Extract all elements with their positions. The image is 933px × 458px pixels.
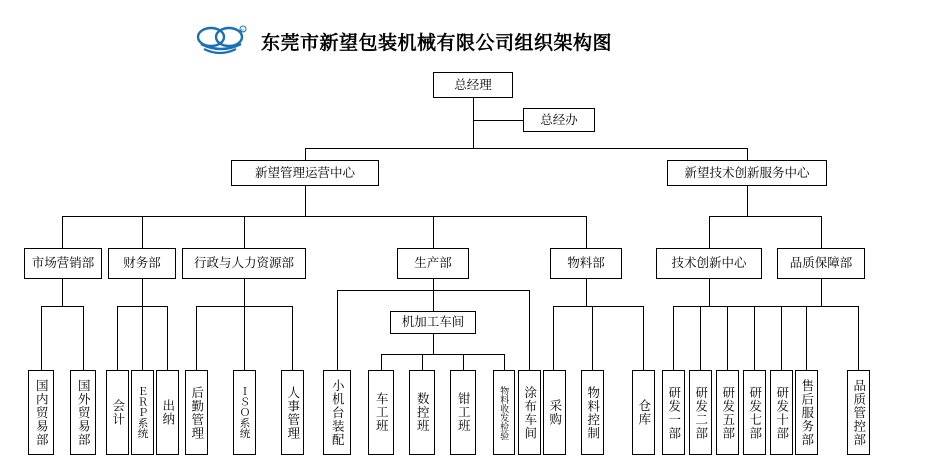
connector [244, 306, 245, 370]
connector [62, 216, 586, 217]
node-quality-assurance-dept[interactable]: 品质保障部 [777, 248, 865, 279]
connector [747, 186, 748, 216]
node-cashier[interactable]: 出纳 [156, 370, 179, 455]
connector [167, 306, 168, 370]
node-rd-dept-10[interactable]: 研发十部 [770, 370, 793, 455]
node-rd-dept-1[interactable]: 研发一部 [662, 370, 685, 455]
connector [473, 120, 523, 121]
connector [41, 306, 83, 307]
node-finance-dept[interactable]: 财务部 [108, 248, 176, 279]
node-rd-dept-5[interactable]: 研发五部 [716, 370, 739, 455]
connector [62, 279, 63, 306]
connector [529, 290, 530, 370]
connector [83, 306, 84, 370]
connector [504, 354, 505, 370]
node-erp-system[interactable]: ＥＲＰ系统 [131, 370, 154, 455]
connector [473, 120, 474, 148]
node-after-sales-service-dept[interactable]: 售后服务部 [795, 370, 818, 455]
connector [553, 306, 643, 307]
connector [305, 186, 306, 216]
node-rd-dept-2[interactable]: 研发二部 [689, 370, 712, 455]
connector [586, 216, 587, 248]
connector [673, 306, 819, 307]
connector [754, 306, 755, 370]
connector [41, 306, 42, 370]
connector [422, 354, 423, 370]
connector [643, 306, 644, 370]
connector [781, 306, 782, 370]
node-material-control[interactable]: 物料控制 [581, 370, 604, 455]
connector [117, 306, 118, 370]
connector [673, 306, 674, 370]
connector [806, 306, 858, 307]
node-fitter-team[interactable]: 钳工班 [450, 370, 476, 455]
connector [337, 290, 338, 370]
node-accounting[interactable]: 会计 [106, 370, 129, 455]
connector [62, 216, 63, 248]
connector [433, 216, 434, 248]
node-cnc-team[interactable]: 数控班 [409, 370, 435, 455]
connector [821, 216, 822, 248]
connector [381, 354, 504, 355]
node-warehouse[interactable]: 仓库 [632, 370, 655, 455]
node-logistics-management[interactable]: 后勤管理 [185, 370, 208, 455]
node-painting-workshop[interactable]: 涂布车间 [518, 370, 541, 455]
connector [473, 98, 474, 120]
connector [196, 306, 197, 370]
company-logo-icon [195, 24, 247, 58]
node-domestic-trade-dept[interactable]: 国内贸易部 [28, 370, 54, 455]
connector [433, 279, 434, 311]
connector [806, 306, 807, 370]
page-title: 东莞市新望包装机械有限公司组织架构图 [261, 32, 613, 54]
connector [305, 148, 747, 149]
connector [858, 306, 859, 370]
connector [381, 354, 382, 370]
connector [709, 216, 821, 217]
node-material-receipt-inspection[interactable]: 物料收发检验 [493, 370, 515, 455]
node-marketing-dept[interactable]: 市场营销部 [24, 248, 102, 279]
node-general-manager[interactable]: 总经理 [433, 72, 513, 98]
node-tech-innovation-center[interactable]: 技术创新中心 [656, 248, 762, 279]
node-rd-dept-7[interactable]: 研发七部 [743, 370, 766, 455]
connector [821, 279, 822, 306]
connector [433, 334, 434, 354]
node-production-dept[interactable]: 生产部 [397, 248, 469, 279]
node-turning-team[interactable]: 车工班 [368, 370, 394, 455]
connector [244, 216, 245, 248]
node-hr-admin-dept[interactable]: 行政与人力资源部 [182, 248, 306, 279]
chart-header [195, 24, 612, 58]
svg-text:R: R [241, 27, 244, 33]
node-material-dept[interactable]: 物料部 [550, 248, 622, 279]
connector [709, 216, 710, 248]
connector [592, 306, 593, 370]
connector [142, 279, 143, 306]
node-iso-system[interactable]: ＩＳＯ系统 [233, 370, 256, 455]
connector [553, 306, 554, 370]
connector [292, 306, 293, 370]
connector [337, 290, 529, 291]
node-purchasing[interactable]: 采购 [543, 370, 566, 455]
node-machining-workshop[interactable]: 机加工车间 [390, 311, 476, 334]
connector [586, 279, 587, 306]
node-tech-innovation-service-center[interactable]: 新望技术创新服务中心 [667, 160, 827, 186]
node-quality-control-dept[interactable]: 品质管控部 [847, 370, 870, 455]
node-management-operation-center[interactable]: 新望管理运营中心 [231, 160, 379, 186]
node-overseas-trade-dept[interactable]: 国外贸易部 [70, 370, 96, 455]
connector [142, 216, 143, 248]
connector [727, 306, 728, 370]
node-gm-office[interactable]: 总经办 [523, 108, 595, 132]
connector [709, 279, 710, 306]
connector [244, 279, 245, 306]
connector [142, 306, 143, 370]
node-small-machine-assembly[interactable]: 小机台装配 [323, 370, 351, 455]
connector [463, 354, 464, 370]
node-personnel-management[interactable]: 人事管理 [281, 370, 304, 455]
connector [700, 306, 701, 370]
